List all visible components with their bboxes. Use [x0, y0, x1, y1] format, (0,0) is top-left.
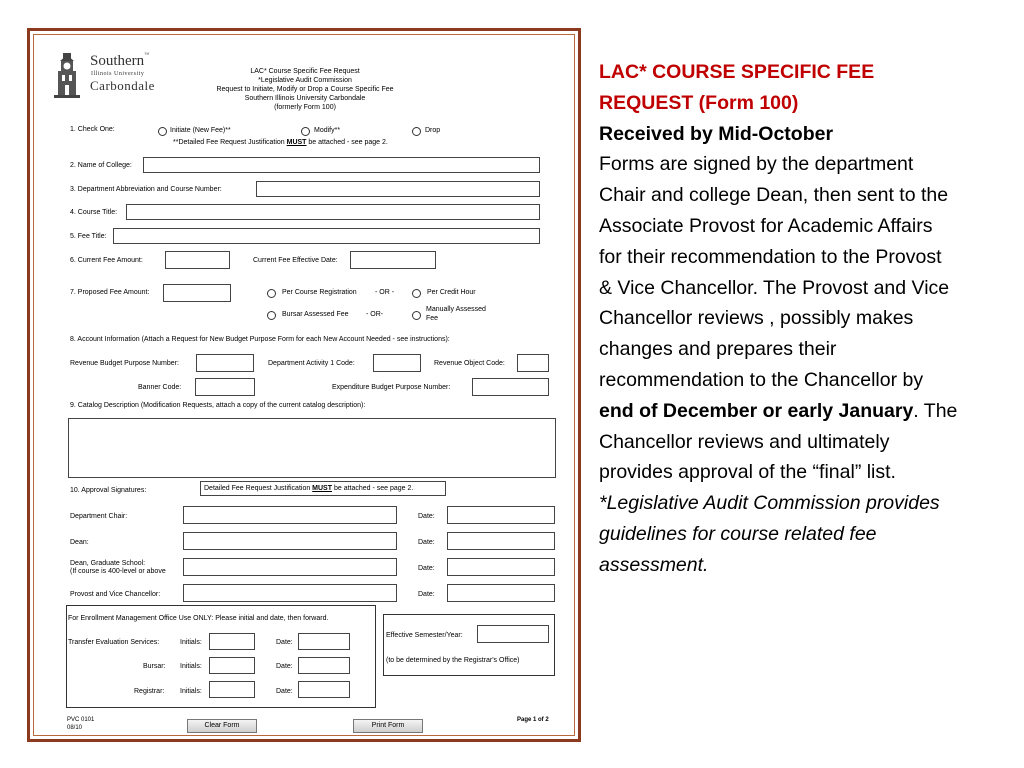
modify-label: Modify** — [314, 127, 341, 134]
manually-assessed-label: Manually Assessed Fee — [426, 306, 486, 322]
college-field[interactable] — [143, 157, 540, 173]
date-label-provost: Date: — [418, 591, 435, 598]
course-title-field[interactable] — [126, 204, 540, 220]
transfer-label: Transfer Evaluation Services: — [68, 639, 160, 646]
date-label-chair: Date: — [418, 513, 435, 520]
modify-radio[interactable] — [301, 127, 310, 136]
date-label-dean: Date: — [418, 539, 435, 546]
justification-note: **Detailed Fee Request Justification MUST be attached - see page 2. — [173, 139, 388, 146]
bursar-label: Bursar: — [143, 663, 166, 670]
proposed-fee-label: 7. Proposed Fee Amount: — [70, 289, 150, 296]
date-label-registrar: Date: — [276, 688, 293, 695]
approval-label: 10. Approval Signatures: — [70, 487, 147, 494]
form-header-line-3: Request to Initiate, Modify or Drop a Course Specific Fee — [216, 86, 394, 93]
clear-form-button[interactable]: Clear Form — [187, 719, 257, 733]
proposed-fee-field[interactable] — [163, 284, 231, 302]
lac-footnote: *Legislative Audit Commission provides guidelines for course related fee assessment. — [599, 492, 940, 576]
revenue-budget-label: Revenue Budget Purpose Number: — [70, 360, 179, 367]
form-code: PVC 0101 08/10 — [67, 717, 95, 731]
initiate-label: Initiate (New Fee)** — [170, 127, 231, 134]
form-header-line-4: Southern Illinois University Carbondale — [244, 95, 366, 102]
fee-title-field[interactable] — [113, 228, 540, 244]
logo-carbondale: Carbondale — [90, 78, 155, 93]
grad-dean-signature-field[interactable] — [183, 558, 397, 576]
panel-title: LAC* COURSE SPECIFIC FEE REQUEST (Form 100) — [599, 61, 875, 114]
dean-signature-field[interactable] — [183, 532, 397, 550]
effective-semester-field[interactable] — [477, 625, 549, 643]
form-header-line-5: (formerly Form 100) — [274, 104, 336, 111]
dept-chair-date-field[interactable] — [447, 506, 555, 524]
banner-code-field[interactable] — [195, 378, 255, 396]
form-header — [180, 67, 430, 112]
initiate-radio[interactable] — [158, 127, 167, 136]
grad-dean-label: Dean, Graduate School: (If course is 400-level or above — [70, 560, 166, 575]
fee-title-label: 5. Fee Title: — [70, 233, 107, 240]
or-label-1: - OR - — [375, 289, 395, 296]
revenue-budget-field[interactable] — [196, 354, 254, 372]
or-label-2: - OR- — [366, 311, 384, 318]
process-text-2: . The Chancellor reviews and ultimately provides approval of the “final” list. — [599, 399, 958, 484]
per-credit-hour-radio[interactable] — [412, 289, 421, 298]
bursar-assessed-label: Bursar Assessed Fee — [282, 311, 349, 318]
provost-date-field[interactable] — [447, 584, 555, 602]
revenue-object-field[interactable] — [517, 354, 549, 372]
banner-code-label: Banner Code: — [138, 384, 182, 391]
account-info-label: 8. Account Information (Attach a Request for New Budget Purpose Form for each New Account Needed - see instructions): — [70, 336, 450, 343]
check-one-label: 1. Check One: — [70, 126, 115, 133]
registrar-initials-field[interactable] — [209, 681, 255, 698]
enrollment-note: For Enrollment Management Office Use ONLY: Please initial and date, then forward. — [68, 615, 329, 622]
initials-label-bursar: Initials: — [180, 663, 202, 670]
form-image-frame — [27, 28, 581, 742]
provost-label: Provost and Vice Chancellor: — [70, 591, 161, 598]
dept-chair-label: Department Chair: — [70, 513, 128, 520]
registrar-label: Registrar: — [134, 688, 165, 695]
process-deadline: end of December or early January — [599, 399, 914, 422]
drop-radio[interactable] — [412, 127, 421, 136]
clock-tower-icon — [52, 51, 82, 99]
logo-illinois-university: Illinois University — [91, 71, 145, 77]
dept-chair-signature-field[interactable] — [183, 506, 397, 524]
transfer-initials-field[interactable] — [209, 633, 255, 650]
logo-southern: Southern™ — [90, 53, 150, 69]
revenue-object-label: Revenue Object Code: — [434, 360, 505, 367]
drop-label: Drop — [425, 127, 441, 134]
college-label: 2. Name of College: — [70, 162, 132, 169]
expenditure-budget-field[interactable] — [472, 378, 549, 396]
approval-justification-note: Detailed Fee Request Justification MUST be attached - see page 2. — [200, 481, 446, 496]
manually-assessed-radio[interactable] — [412, 311, 421, 320]
date-label-grad-dean: Date: — [418, 565, 435, 572]
dept-course-field[interactable] — [256, 181, 540, 197]
current-effective-field[interactable] — [350, 251, 436, 269]
print-form-button[interactable]: Print Form — [353, 719, 423, 733]
provost-signature-field[interactable] — [183, 584, 397, 602]
registrar-note: (to be determined by the Registrar's Office) — [386, 657, 520, 664]
catalog-label: 9. Catalog Description (Modification Requests, attach a copy of the current catalog description): — [70, 402, 366, 409]
effective-semester-box — [383, 614, 555, 676]
form-header-line-2: *Legislative Audit Commission — [258, 77, 352, 84]
course-title-label: 4. Course Title: — [70, 209, 118, 216]
per-credit-hour-label: Per Credit Hour — [427, 289, 476, 296]
per-course-registration-label: Per Course Registration — [282, 289, 357, 296]
bursar-assessed-radio[interactable] — [267, 311, 276, 320]
form-100-image — [30, 31, 578, 739]
grad-dean-date-field[interactable] — [447, 558, 555, 576]
dept-course-label: 3. Department Abbreviation and Course Number: — [70, 186, 222, 193]
effective-semester-label: Effective Semester/Year: — [386, 632, 463, 639]
transfer-date-field[interactable] — [298, 633, 350, 650]
current-fee-field[interactable] — [165, 251, 230, 269]
current-fee-label: 6. Current Fee Amount: — [70, 257, 143, 264]
form-header-line-1: LAC* Course Specific Fee Request — [250, 68, 360, 75]
current-effective-label: Current Fee Effective Date: — [253, 257, 338, 264]
date-label-transfer: Date: — [276, 639, 293, 646]
page-number: Page 1 of 2 — [517, 717, 549, 723]
dept-activity-field[interactable] — [373, 354, 421, 372]
description-panel — [599, 57, 959, 581]
catalog-description-field[interactable] — [68, 418, 556, 478]
process-text-1: Forms are signed by the department Chair and college Dean, then sent to the Associate Provost for Academic Affairs for their recommendation to the Provost & Vice Chancellor. The Provost and Vice Chancellor reviews , possibly makes changes and prepares their recommendation to the Chancellor by — [599, 153, 950, 391]
registrar-date-field[interactable] — [298, 681, 350, 698]
initials-label-transfer: Initials: — [180, 639, 202, 646]
dean-date-field[interactable] — [447, 532, 555, 550]
bursar-initials-field[interactable] — [209, 657, 255, 674]
date-label-bursar: Date: — [276, 663, 293, 670]
dean-label: Dean: — [70, 539, 89, 546]
expenditure-budget-label: Expenditure Budget Purpose Number: — [332, 384, 451, 391]
per-course-registration-radio[interactable] — [267, 289, 276, 298]
bursar-date-field[interactable] — [298, 657, 350, 674]
received-deadline: Received by Mid-October — [599, 122, 834, 145]
dept-activity-label: Department Activity 1 Code: — [268, 360, 355, 367]
process-description — [599, 149, 959, 488]
initials-label-registrar: Initials: — [180, 688, 202, 695]
